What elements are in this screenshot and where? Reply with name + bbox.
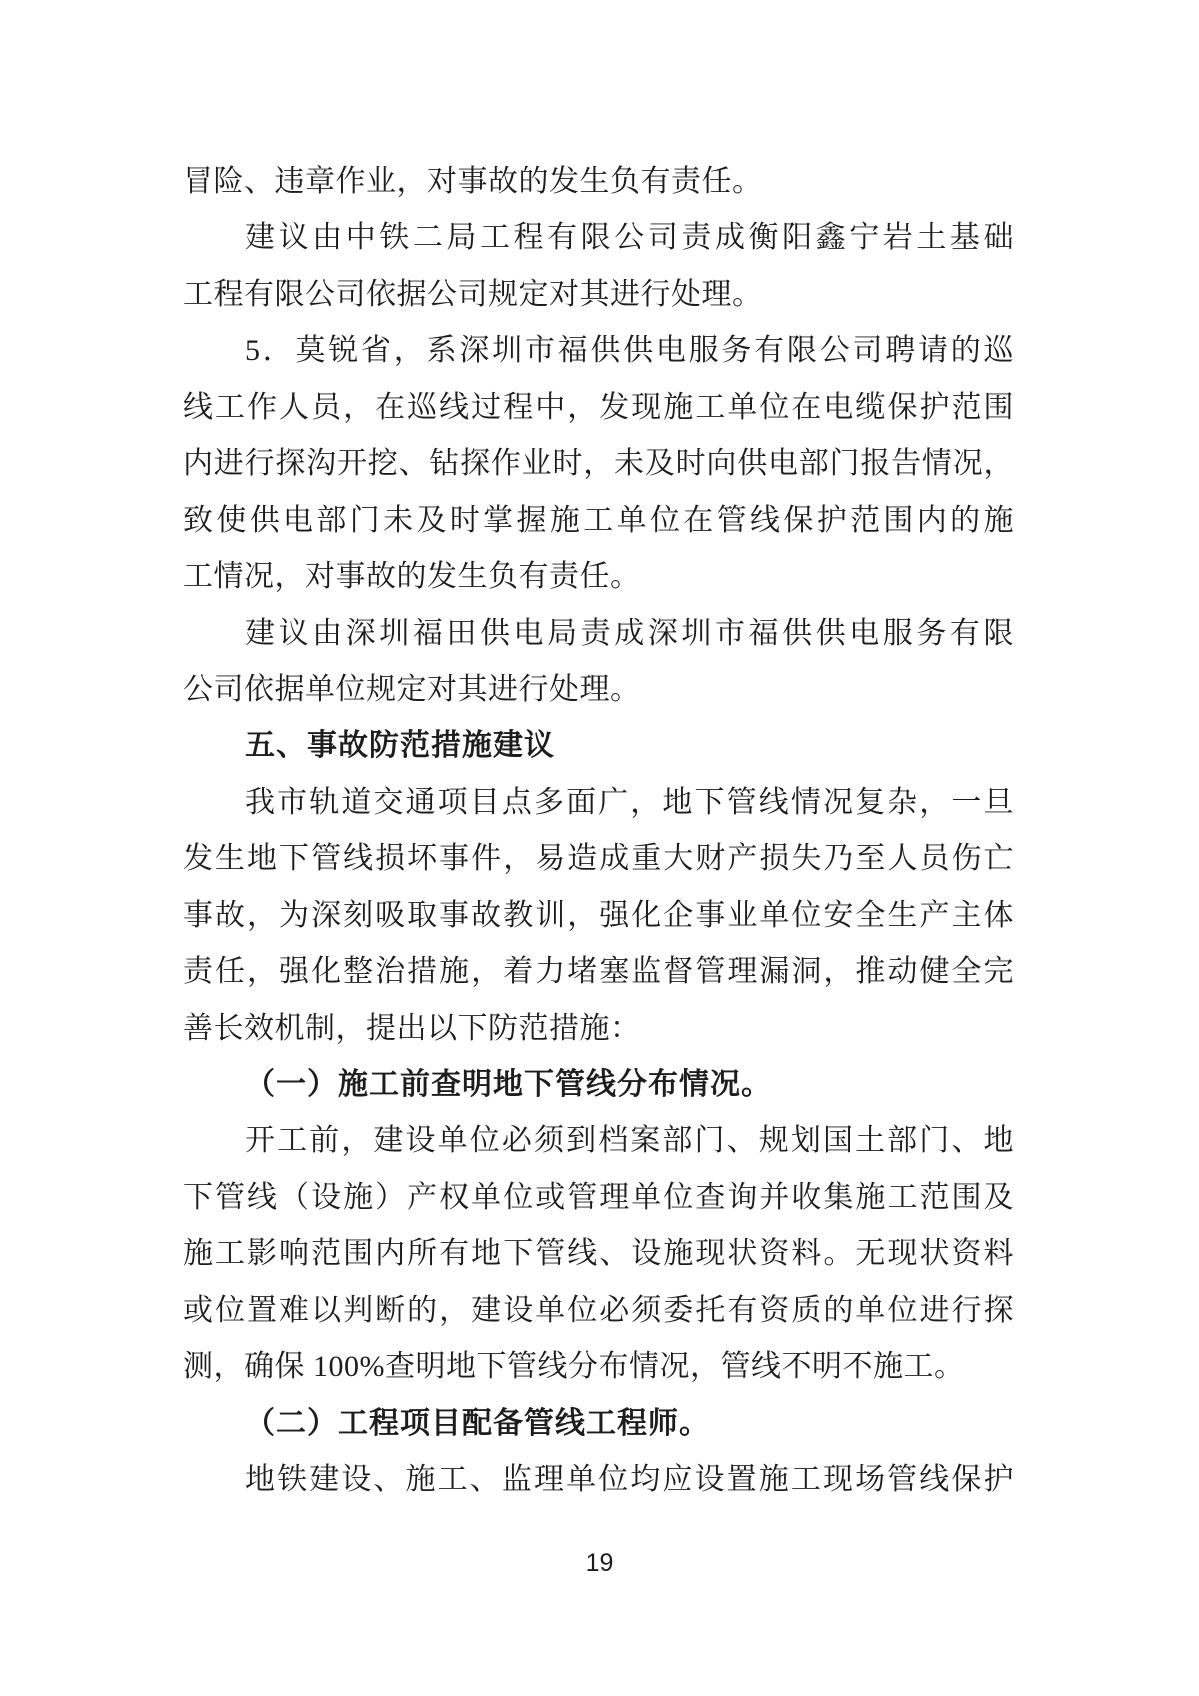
text-line: 地铁建设、施工、监理单位均应设置施工现场管线保护 — [245, 1463, 1014, 1497]
text-line: 事故，为深刻吸取事故教训，强化企事业单位安全生产主体 — [183, 898, 1014, 932]
document-body — [183, 154, 1014, 1509]
text-line: 冒险、违章作业，对事故的发生负有责任。 — [183, 165, 763, 198]
text-line: 我市轨道交通项目点多面广，地下管线情况复杂，一旦 — [245, 785, 1014, 819]
text-line: 5．莫锐省，系深圳市福供供电服务有限公司聘请的巡 — [245, 334, 1014, 368]
text-line: 建议由中铁二局工程有限公司责成衡阳鑫宁岩土基础 — [245, 221, 1014, 255]
heading-line: （二）工程项目配备管线工程师。 — [245, 1406, 710, 1440]
text-line: 致使供电部门未及时掌握施工单位在管线保护范围内的施 — [183, 503, 1014, 537]
text-line: 工情况，对事故的发生负有责任。 — [183, 560, 641, 594]
text-line: 或位置难以判断的，建设单位必须委托有资质的单位进行探 — [183, 1293, 1014, 1327]
text-line: 开工前，建设单位必须到档案部门、规划国土部门、地 — [245, 1124, 1014, 1158]
text-line: 发生地下管线损坏事件，易造成重大财产损失乃至人员伤亡 — [183, 842, 1014, 876]
text-line: 下管线（设施）产权单位或管理单位查询并收集施工范围及 — [183, 1180, 1014, 1214]
heading-line: 五、事故防范措施建议 — [245, 729, 555, 763]
text-line: 工程有限公司依据公司规定对其进行处理。 — [183, 277, 763, 311]
text-line: 测，确保 100%查明地下管线分布情况，管线不明不施工。 — [183, 1350, 965, 1384]
text-line: 公司依据单位规定对其进行处理。 — [183, 672, 641, 706]
page-number: 19 — [585, 1549, 614, 1577]
text-line: 善长效机制，提出以下防范措施： — [183, 1011, 641, 1045]
text-line: 建议由深圳福田供电局责成深圳市福供供电服务有限 — [245, 616, 1014, 650]
text-line: 线工作人员，在巡线过程中，发现施工单位在电缆保护范围 — [183, 390, 1014, 424]
text-line: 内进行探沟开挖、钻探作业时，未及时向供电部门报告情况， — [183, 447, 1014, 481]
text-line: 施工影响范围内所有地下管线、设施现状资料。无现状资料 — [183, 1237, 1014, 1271]
heading-line: （一）施工前查明地下管线分布情况。 — [245, 1068, 772, 1101]
text-line: 责任，强化整治措施，着力堵塞监督管理漏洞，推动健全完 — [183, 955, 1014, 989]
